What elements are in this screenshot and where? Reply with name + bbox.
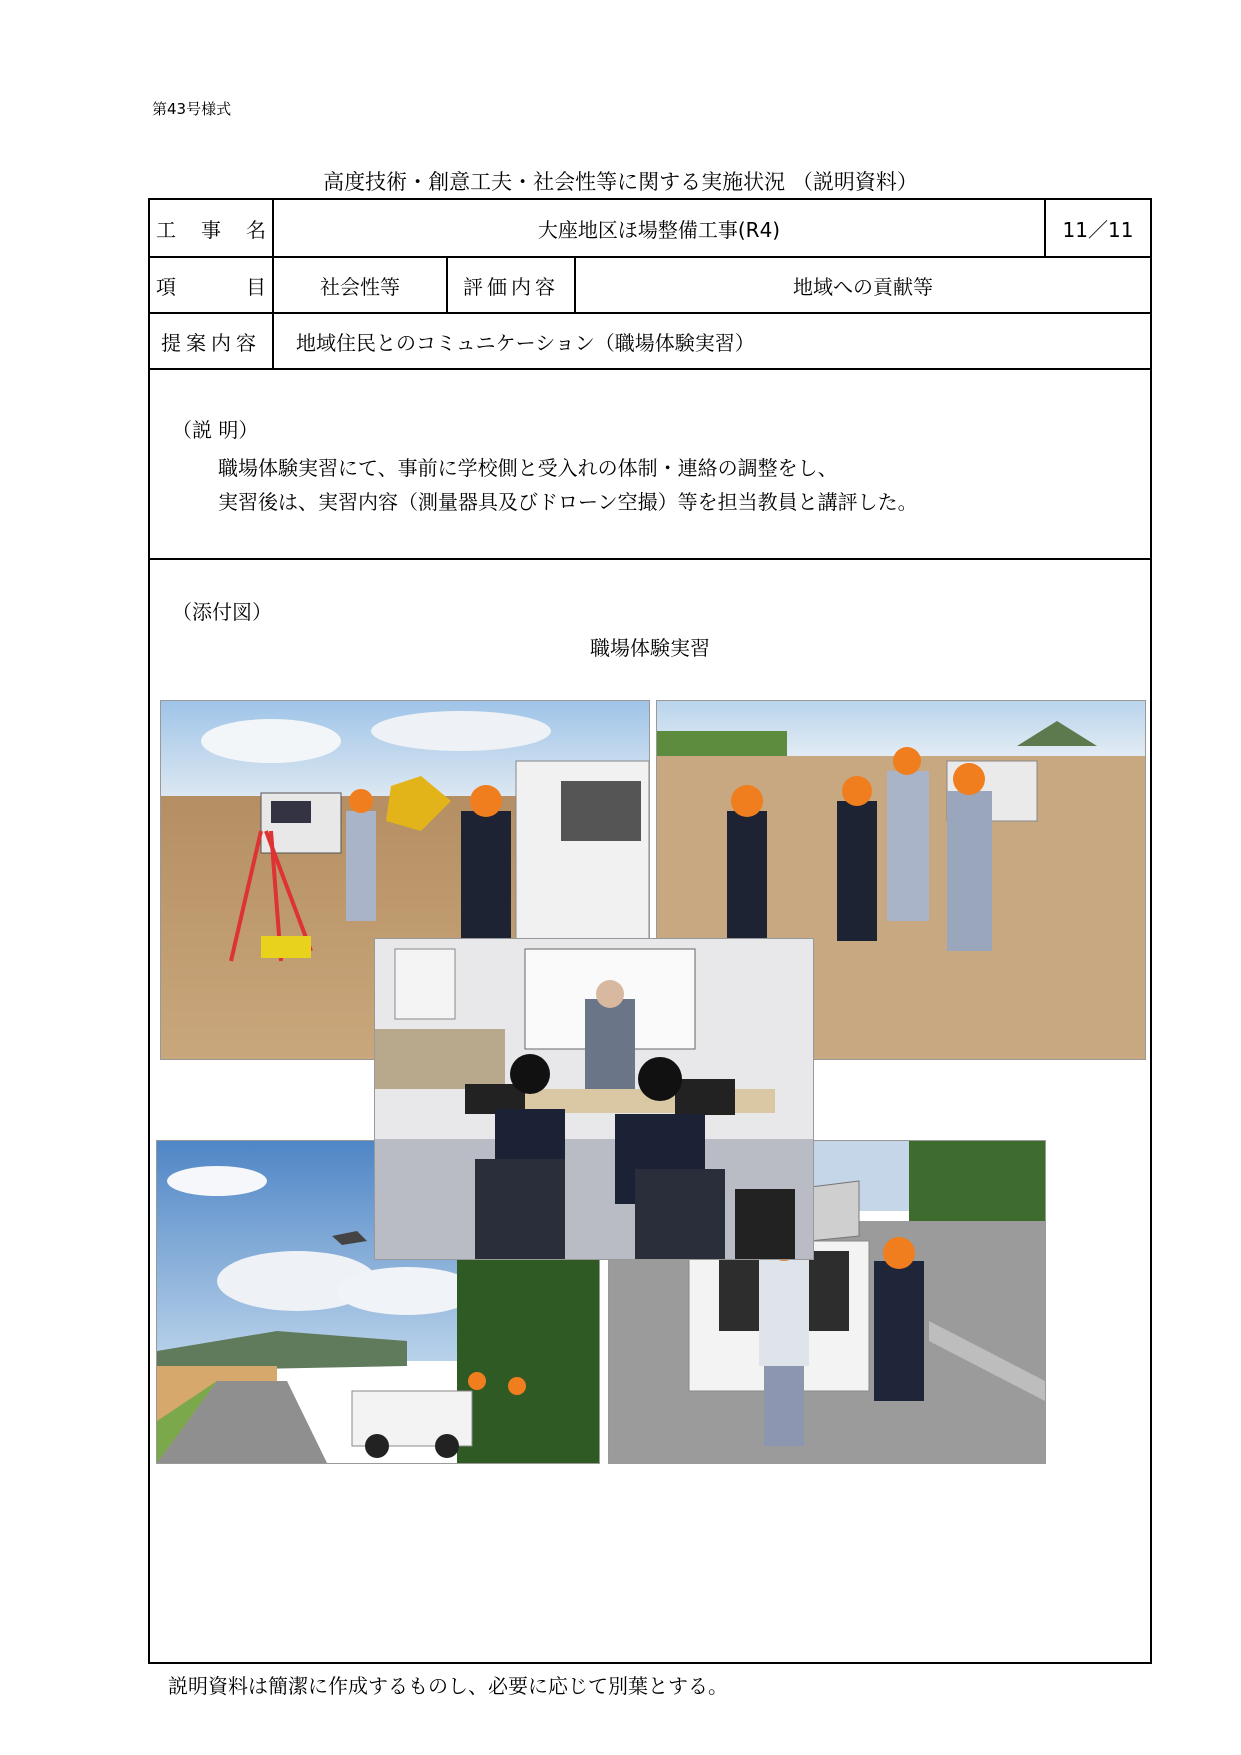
teian-value: 地域住民とのコミュニケーション（職場体験実習）: [296, 330, 755, 355]
hyoka-label: 評価内容: [463, 274, 559, 299]
description-heading: （説 明）: [172, 418, 259, 442]
description-line-1: 職場体験実習にて、事前に学校側と受入れの体制・連絡の調整をし、: [218, 456, 838, 480]
footnote: 説明資料は簡潔に作成するものし、必要に応じて別葉とする。: [168, 1674, 728, 1698]
koji-name: 大座地区ほ場整備工事(R4): [537, 217, 781, 242]
teian-label: 提案内容: [161, 330, 261, 355]
form-number: 第43号様式: [152, 100, 232, 118]
koji-label: 工 事 名: [156, 217, 266, 242]
description-line-2: 実習後は、実習内容（測量器具及びドローン空撮）等を担当教員と講評した。: [218, 490, 918, 514]
report-frame: [148, 198, 1152, 1664]
page-number: 11／11: [1062, 217, 1134, 242]
attachment-caption: 職場体験実習: [590, 636, 710, 660]
document-title: 高度技術・創意工夫・社会性等に関する実施状況 （説明資料）: [323, 170, 918, 194]
komoku-label: 項 目: [156, 274, 266, 299]
photo-office-review: [374, 938, 814, 1260]
attachment-heading: （添付図）: [172, 600, 272, 624]
komoku-value: 社会性等: [320, 274, 400, 299]
hyoka-value: 地域への貢献等: [793, 274, 933, 299]
